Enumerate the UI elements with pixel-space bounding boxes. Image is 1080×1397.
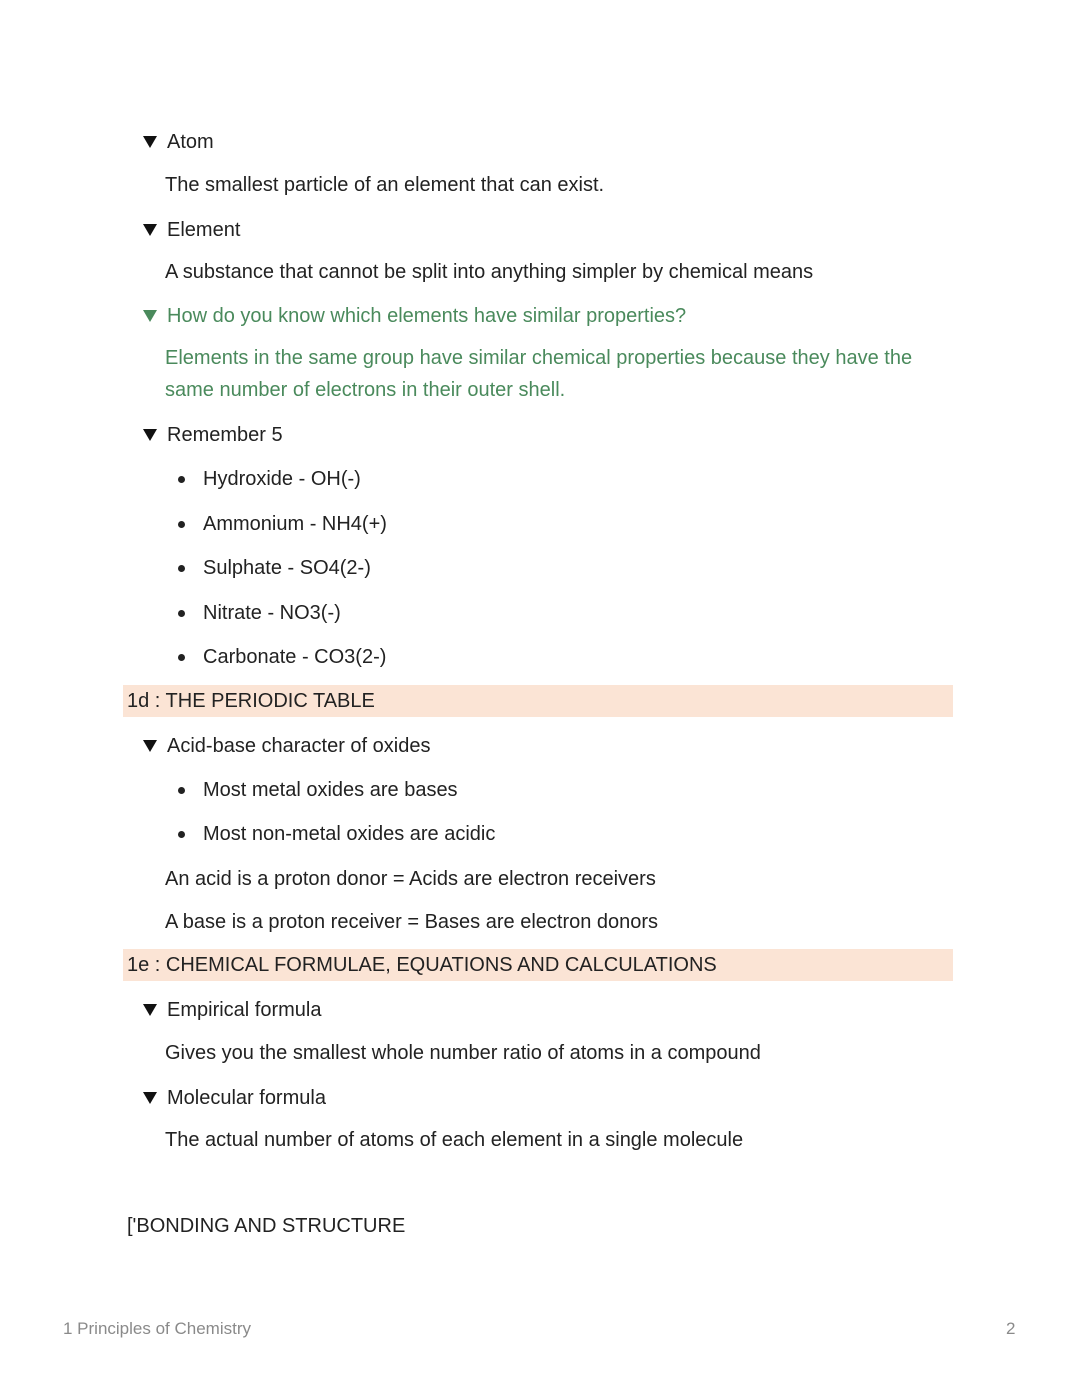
toggle-title: Element — [167, 219, 241, 241]
triangle-down-icon[interactable] — [143, 224, 157, 236]
base-definition: A base is a proton receiver = Bases are electron donors — [165, 911, 659, 933]
bullet-icon — [178, 610, 185, 617]
empirical-formula-definition: Gives you the smallest whole number ratio of atoms in a compound — [165, 1042, 761, 1064]
acid-definition: An acid is a proton donor = Acids are electron receivers — [165, 868, 656, 890]
footer-doc-title: 1 Principles of Chemistry — [63, 1319, 252, 1338]
list-item: Hydroxide - OH(-) — [178, 467, 361, 491]
list-item: Most non-metal oxides are acidic — [178, 822, 495, 846]
toggle-element[interactable] — [140, 218, 240, 242]
atom-definition: The smallest particle of an element that can exist. — [165, 174, 605, 196]
toggle-molecular-formula[interactable] — [140, 1086, 326, 1110]
toggle-title: Remember 5 — [167, 424, 283, 446]
bullet-icon — [178, 654, 185, 661]
list-item: Most metal oxides are bases — [178, 778, 458, 802]
toggle-title: Acid-base character of oxides — [167, 735, 431, 757]
bullet-icon — [178, 521, 185, 528]
triangle-down-icon[interactable] — [143, 1092, 157, 1104]
toggle-similar-properties[interactable] — [140, 304, 686, 328]
bullet-icon — [178, 831, 185, 838]
triangle-down-icon[interactable] — [143, 310, 157, 322]
toggle-title: Molecular formula — [167, 1087, 326, 1109]
bullet-icon — [178, 476, 185, 483]
toggle-title: Atom — [167, 131, 214, 153]
bonding-structure-link[interactable]: ['BONDING AND STRUCTURE — [127, 1215, 406, 1237]
bullet-icon — [178, 787, 185, 794]
bullet-icon — [178, 565, 185, 572]
toggle-title: Empirical formula — [167, 999, 322, 1021]
list-item: Ammonium - NH4(+) — [178, 512, 387, 536]
section-heading-1d: 1d : THE PERIODIC TABLE — [123, 685, 953, 717]
toggle-title: How do you know which elements have similar properties? — [167, 305, 687, 327]
triangle-down-icon[interactable] — [143, 740, 157, 752]
element-definition: A substance that cannot be split into anything simpler by chemical means — [165, 261, 814, 283]
similar-properties-answer: Elements in the same group have similar chemical properties because they have the same number of electrons in their outer shell. — [165, 347, 913, 401]
toggle-acid-base-oxides[interactable] — [140, 734, 430, 758]
triangle-down-icon[interactable] — [143, 429, 157, 441]
list-item: Nitrate - NO3(-) — [178, 601, 341, 625]
toggle-empirical-formula[interactable] — [140, 998, 321, 1022]
section-heading-1e: 1e : CHEMICAL FORMULAE, EQUATIONS AND CALCULATIONS — [123, 949, 953, 981]
page-number: 2 — [1006, 1319, 1016, 1338]
list-item: Carbonate - CO3(2-) — [178, 645, 386, 669]
molecular-formula-definition: The actual number of atoms of each element in a single molecule — [165, 1129, 744, 1151]
toggle-remember-5[interactable] — [140, 423, 283, 447]
triangle-down-icon[interactable] — [143, 136, 157, 148]
toggle-atom[interactable] — [140, 130, 214, 154]
list-item: Sulphate - SO4(2-) — [178, 556, 371, 580]
triangle-down-icon[interactable] — [143, 1004, 157, 1016]
